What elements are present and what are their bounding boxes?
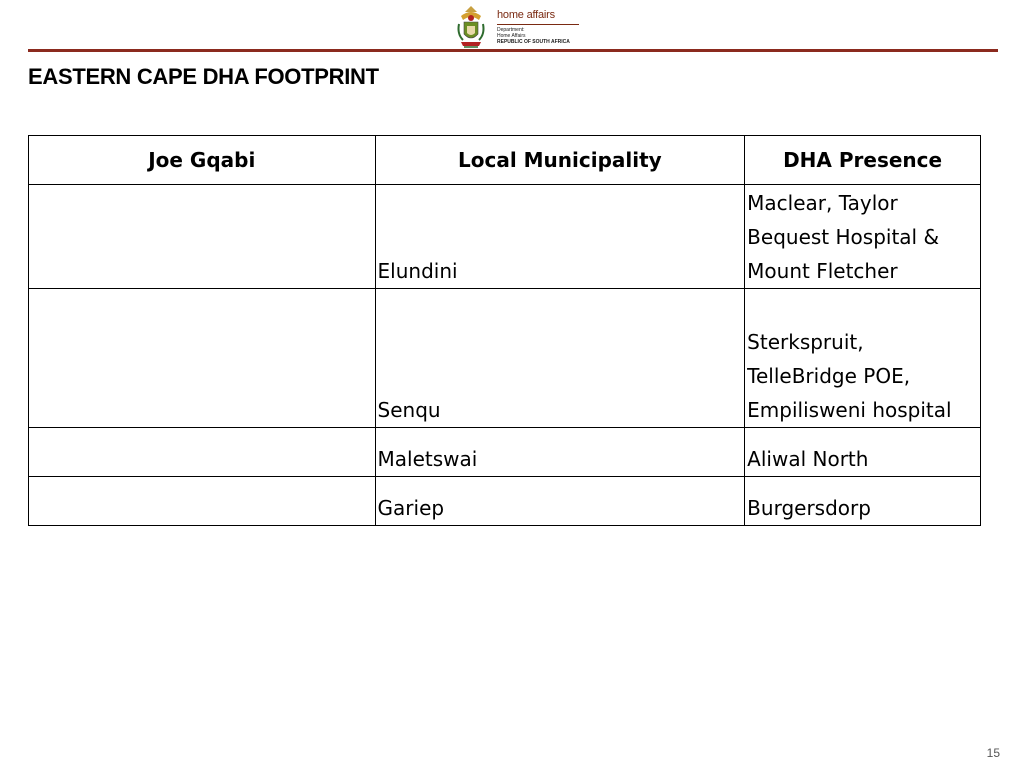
header-local-municipality: Local Municipality [375, 136, 745, 185]
logo-line-republic: REPUBLIC OF SOUTH AFRICA [497, 39, 570, 45]
table-row [29, 428, 981, 477]
home-affairs-logo [455, 4, 585, 50]
presence-cell: Maclear, Taylor Bequest Hospital & Mount Fletcher [745, 185, 981, 289]
presence-cell: Sterkspruit, TelleBridge POE, Empilisweni hospital [745, 289, 981, 428]
page-title: EASTERN CAPE DHA FOOTPRINT [28, 64, 379, 89]
district-cell [29, 185, 376, 289]
table-row [29, 289, 981, 428]
header-dha-presence: DHA Presence [745, 136, 981, 185]
municipality-cell: Maletswai [375, 428, 745, 477]
dha-footprint-table [28, 135, 981, 526]
municipality-cell: Senqu [375, 289, 745, 428]
municipality-cell: Elundini [375, 185, 745, 289]
header-district: Joe Gqabi [29, 136, 376, 185]
presence-cell: Aliwal North [745, 428, 981, 477]
district-cell [29, 428, 376, 477]
page-number: 15 [986, 746, 1000, 760]
logo-line-home-affairs: Home Affairs [497, 33, 526, 39]
coat-of-arms-icon [455, 4, 487, 50]
logo-line-department: Department: [497, 27, 525, 33]
logo-title: home affairs [497, 9, 555, 21]
district-cell [29, 477, 376, 526]
table-row [29, 185, 981, 289]
logo-divider [497, 24, 579, 25]
municipality-cell: Gariep [375, 477, 745, 526]
presence-cell: Burgersdorp [745, 477, 981, 526]
district-cell [29, 289, 376, 428]
table-row [29, 477, 981, 526]
table-header-row [29, 136, 981, 185]
header-divider [28, 49, 998, 52]
